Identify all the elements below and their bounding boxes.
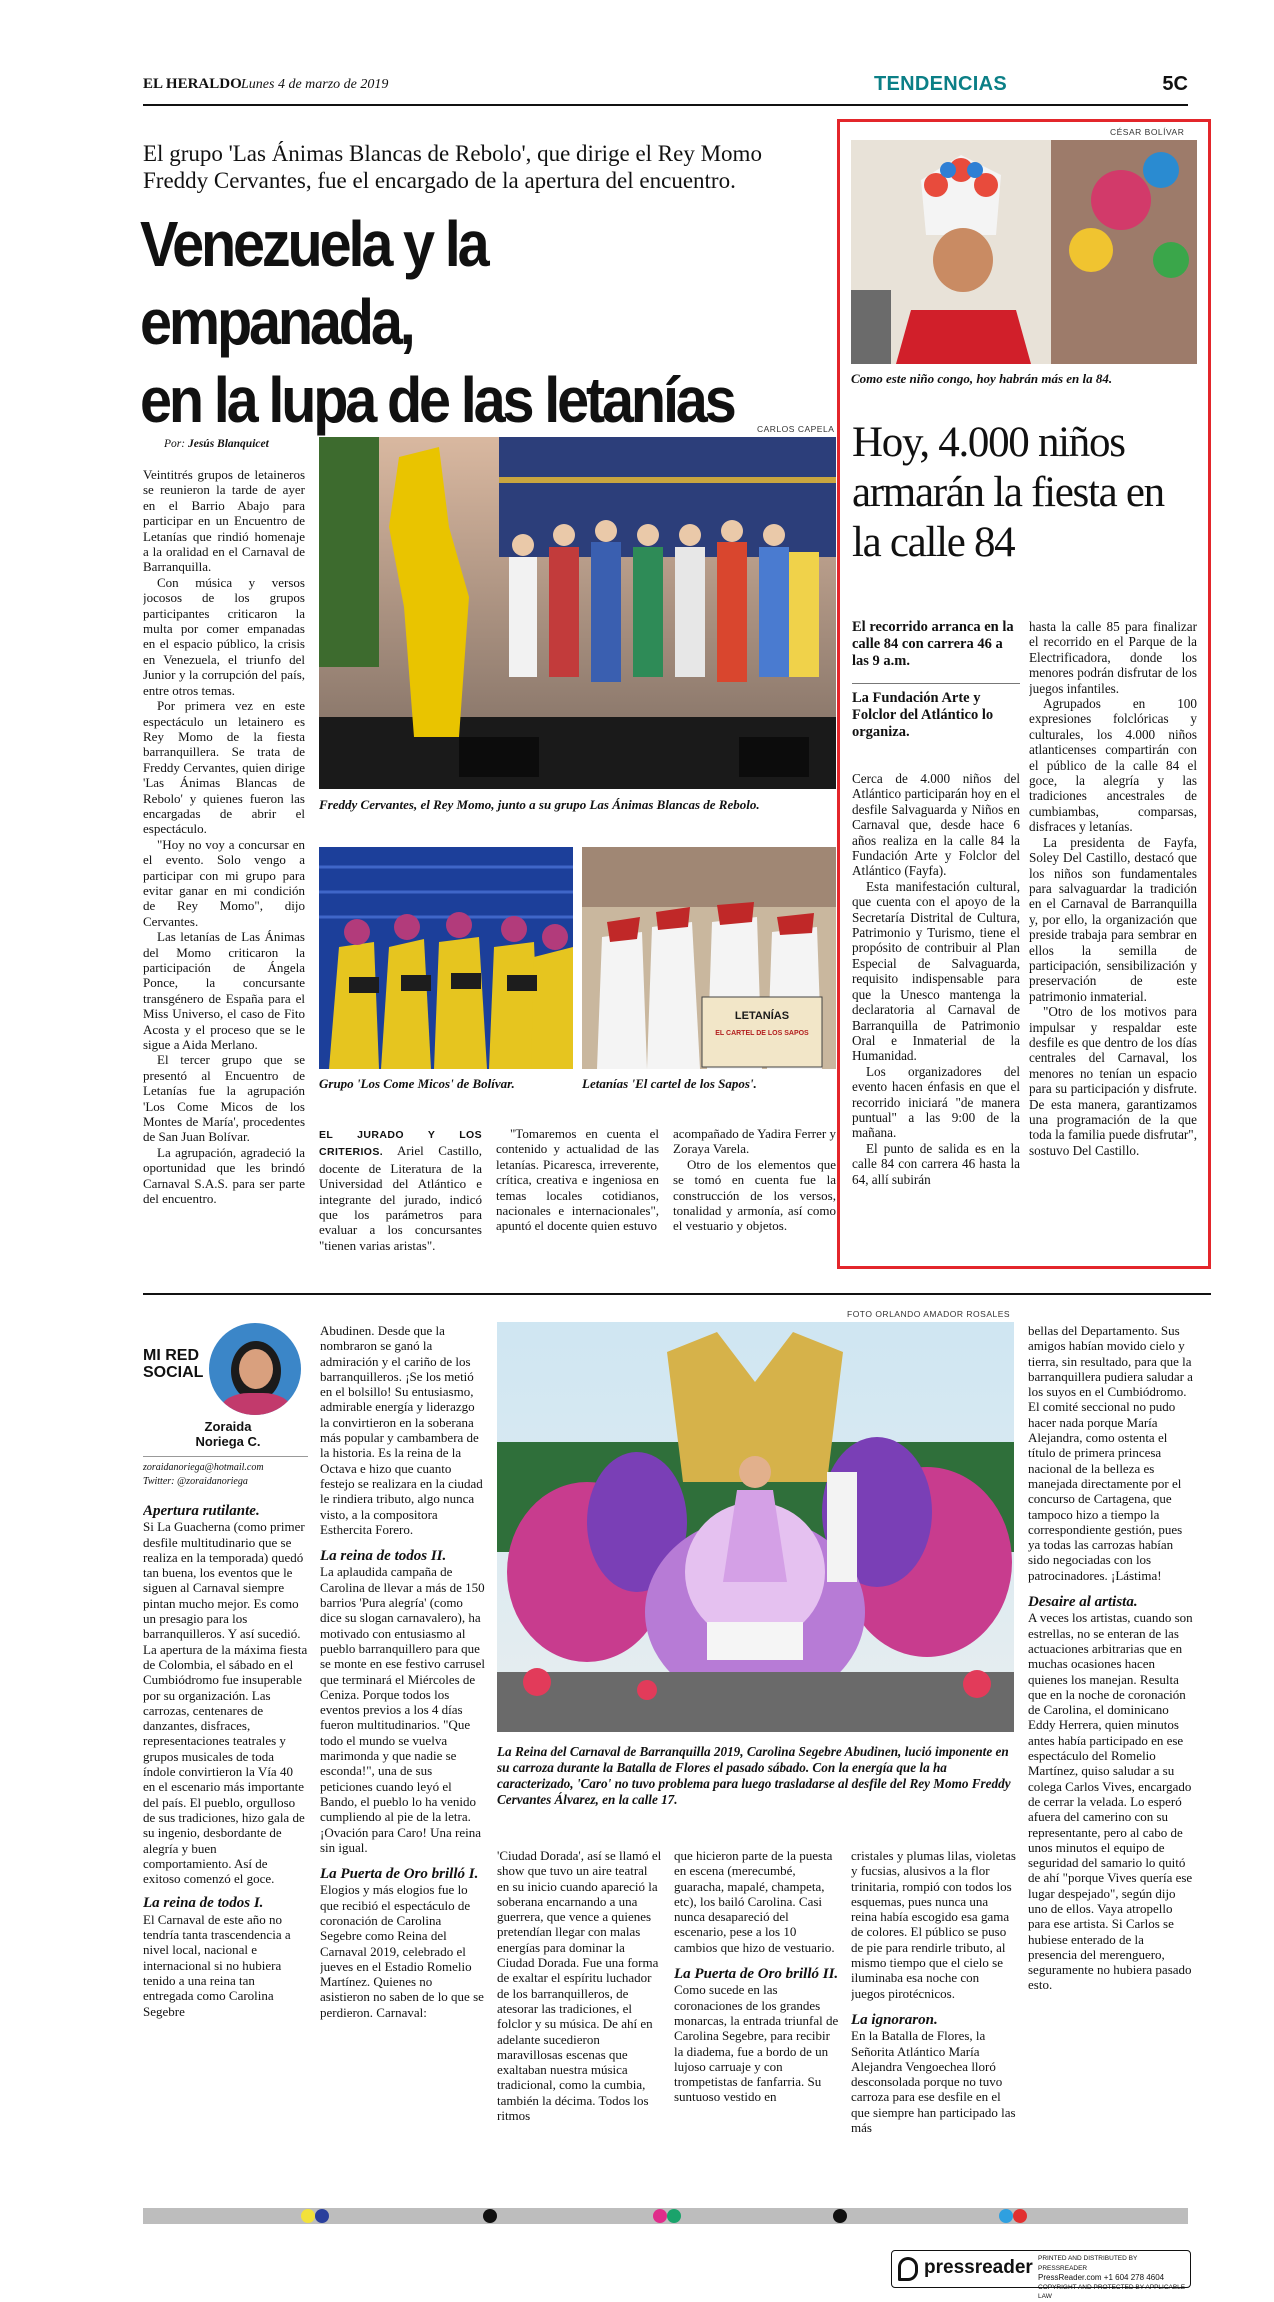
paragraph: La aplaudida campaña de Carolina de llevar a más de 150 barrios 'Pura alegría' (como dice su slogan carnavalero), ha motivado con entusiasmo al pueblo barranquillero para que se monte en ese festivo carrusel que terminará el Miércoles de Ceniza. Porque todos los eventos previos a los 4 días fueron multitudinarios. "Que todo el mundo se vuelva marimonda y que nadie se esconda!", una de sus peticiones cuando leyó el Bando, el pueblo lo ha venido cumpliendo al pie de la letra. ¡Ovación para Caro! Una reina sin igual.	[320, 1564, 485, 1855]
top-column-2	[319, 1126, 482, 1260]
column-name-line-2: SOCIAL	[143, 1364, 204, 1381]
subhead: La reina de todos I.	[143, 1895, 264, 1912]
print-registration-bar	[143, 2208, 1188, 2224]
headline-line-2: en la lupa de las letanías	[140, 364, 734, 436]
bottom-column-3	[497, 1848, 662, 2203]
top-column-4	[673, 1126, 836, 1260]
box-column-b	[1029, 619, 1197, 1263]
pressreader-badge[interactable]	[891, 2250, 1191, 2300]
subhead: La Puerta de Oro brilló I.	[320, 1866, 479, 1883]
paragraph: Con música y versos jocosos de los grupos participantes criticaron la multa por comer empanadas en el espacio público, la crisis en Venezuela, el triunfo del Junior y la corrupción del país, entre otros temas.	[143, 574, 305, 698]
subhead: La Puerta de Oro brilló II.	[674, 1966, 839, 1983]
top-column-3	[496, 1126, 659, 1260]
author-avatar	[209, 1323, 301, 1415]
pressreader-brand: pressreader	[924, 2257, 1033, 2278]
registration-dot	[667, 2209, 681, 2223]
box-photo	[851, 140, 1197, 364]
subhead: Apertura rutilante.	[143, 1503, 260, 1519]
paragraph: Como sucede en las coronaciones de los grandes monarcas, la entrada triunfal de Carolina Segebre, para recibir la diadema, fue a bordo de un lujoso carruaje y con trompetistas de fanfarria. Su suntuoso vestido en	[674, 1982, 839, 2105]
registration-dot	[653, 2209, 667, 2223]
header-rule	[143, 104, 1188, 106]
photo-credit: CARLOS CAPELA	[757, 424, 835, 434]
paragraph: El punto de salida es en la calle 84 con carrera 46 hasta la 64, allí subirán	[852, 1140, 1020, 1187]
paragraph: Otro de los elementos que se tomó en cuenta fue la construcción de los versos, tonalidad y armonía, así como el vestuario y objetos.	[673, 1156, 836, 1234]
headline-line-1: Venezuela y la empanada,	[140, 208, 487, 358]
registration-dot	[999, 2209, 1013, 2223]
bottom-column-6	[1028, 1323, 1193, 2203]
author-name-line-1: Zoraida	[204, 1419, 252, 1434]
paragraph: En la Batalla de Flores, la Señorita Atlántico María Alejandra Vengoechea lloró desconsolada porque no tuvo carroza para ese desfile en el que siempre han participado las más	[851, 2028, 1016, 2136]
byline	[164, 438, 269, 450]
paragraph: Abudinen. Desde que la nombraron se ganó la admiración y el cariño de los barranquilleros. ¡Se los metió en el bolsillo! Su entusiasmo, admirable energía y liderazgo la convirtieron en la soberana más popular y cambambera de la historia. Es la reina de la Octava e hizo que cuanto festejo se realizara en la ciudad le rindiera tributo, algo nunca visto, a la compositora Esthercita Forero.	[320, 1323, 483, 1537]
pressreader-line-2: PressReader.com +1 604 278 4604	[1038, 2273, 1165, 2282]
paragraph: Las letanías de Las Ánimas del Momo criticaron la participación de Ángela Ponce, la concursante transgénero de España para el Miss Universo, el caso de Fito Acosta y el proceso que se le sigue a Aida Merlano.	[143, 929, 305, 1053]
bottom-photo-credit: FOTO ORLANDO AMADOR ROSALES	[847, 1309, 1011, 1319]
box-summary-1: El recorrido arranca en la calle 84 con carrera 46 a las 9 a.m.	[852, 619, 1014, 669]
paragraph: Por primera vez en este espectáculo un letainero es Rey Momo de la fiesta barranquillera. Se trata de Freddy Cervantes, quien dirige 'Las Ánimas Blancas de Rebolo' y quienes fueron las encargadas de abrir el espectáculo.	[143, 698, 305, 837]
pressreader-line-3: COPYRIGHT AND PROTECTED BY APPLICABLE LAW	[1038, 2283, 1186, 2300]
author-name	[143, 1419, 313, 1449]
paragraph: Si La Guacherna (como primer desfile multitudinario que se realiza en la temporada) quedó tan buena, los eventos que le siguen al Carnaval siempre pintan mucho mejor. Es como un presagio para los barranquilleros. Y así sucedió. La apertura de la máxima fiesta de Colombia, el sábado en el Cumbiódromo fue insuperable por su organización. Las carrozas, centenares de danzantes, disfraces, representaciones teatrales y grupos musicales de toda índole convirtieron la Vía 40 en el escenario más importante del país. El pueblo, orgulloso de sus tradiciones, hizo gala de su ingenio, desbordante de alegría y buen comportamiento. Así de exitoso comenzó el goce.	[143, 1519, 308, 1887]
paragraph: El Carnaval de este año no tendría tanta trascendencia a nivel local, nacional e internacional si no hubiera tenido a una reina tan entregada como Carolina Segebre	[143, 1911, 291, 2019]
pressreader-line-1: PRINTED AND DISTRIBUTED BY PRESSREADER	[1038, 2255, 1138, 2272]
pressreader-info	[1038, 2254, 1186, 2302]
headline	[140, 205, 770, 439]
section-divider	[143, 1293, 1211, 1295]
issue-date: Lunes 4 de marzo de 2019	[241, 77, 389, 92]
top-column-1	[143, 467, 305, 1255]
paragraph: Agrupados en 100 expresiones folclóricas y culturales, los 4.000 niños atlanticenses compartirán con el público de la calle 84 el goce, la alegría y las tradiciones ancestrales de cumbiambas, comparsas, disfraces y letanías.	[1029, 696, 1197, 835]
paragraph: Veintitrés grupos de letaineros se reunieron la tarde de ayer en el Barrio Abajo para participar en un Encuentro de Letanías que rindió homenaje a la oralidad en el Carnaval de Barranquilla.	[143, 467, 305, 575]
pressreader-icon	[898, 2257, 918, 2281]
bottom-column-2	[320, 1323, 485, 2203]
paragraph: acompañado de Yadira Ferrer y Zoraya Varela.	[673, 1126, 836, 1157]
subhead: La ignoraron.	[851, 2011, 938, 2028]
column-name-line-1: MI RED	[143, 1347, 199, 1364]
registration-dot	[483, 2209, 497, 2223]
column-name	[143, 1347, 203, 1381]
bottom-column-1	[143, 1500, 308, 2203]
column-logo	[143, 1323, 313, 1453]
paragraph	[319, 1126, 482, 1253]
subhead-jurado: EL JURADO Y LOS CRITERIOS.	[319, 1129, 482, 1159]
bottom-column-5	[851, 1848, 1016, 2203]
paragraph: A veces los artistas, cuando son estrellas, no se enteran de las actuaciones arbitrarias que en muchas ocasiones hacen quienes los manejan. Resulta que en la noche de coronación de Carolina, el dominicano Eddy Herrera, quien minutos antes había participado en ese espectáculo del Romelio Martínez, quiso saludar a su colega Carlos Vives, encargado de cerrar la velada. Lo esperó afuera del camerino con su representante, pero al cabo de unos minutos el equipo de seguridad del samario lo quitó de ahí "porque Vives quería ese lugar despejado", según dijo uno de ellos. Vaya atropello para ese artista. Si Carlos se hubiese enterado de la presencia del merenguero, seguramente no hubiera pasado esto.	[1028, 1610, 1193, 1993]
paragraph: El tercer grupo que se presentó al Encuentro de Letanías fue la agrupación 'Los Come Micos de los Montes de María', procedentes de San Juan Bolívar.	[143, 1052, 305, 1145]
paragraph: bellas del Departamento. Sus amigos habían movido cielo y tierra, sin resultado, para que la barranquillera pudiera saludar a los suyos en el Cumbiódromo. El comité seccional no pudo hacer nada porque María Alejandra, como ostenta el título de primera princesa nacional de la belleza es manejada directamente por el concurso de Cartagena, que tampoco hizo a tiempo la correspondiente gestión, pues ya todas las carrozas habían sido negociadas con los patrocinadores. ¡Lástima!	[1028, 1323, 1193, 1583]
sign-title: LETANÍAS	[734, 1010, 790, 1022]
subhead: Desaire al artista.	[1028, 1594, 1138, 1611]
paragraph: "Otro de los motivos para impulsar y respaldar este desfile es que dentro de los días centrales del Carnaval, los menores no tenían un espacio para su participación y disfrute. De esta manera, garantizamos una programación de la que toda la familia puede disfrutar", sostuvo Del Castillo.	[1029, 1004, 1197, 1158]
photo-come-micos	[319, 847, 573, 1069]
photo-cartel-sapos	[582, 847, 836, 1069]
subhead: La reina de todos II.	[320, 1548, 447, 1565]
box-summary-2: La Fundación Arte y Folclor del Atlántico lo organiza.	[852, 690, 994, 740]
byline-name: Jesús Blanquicet	[187, 438, 269, 450]
paragraph: 'Ciudad Dorada', así se llamó el show que tuvo un aire teatral en su inicio cuando apareció la soberana encarnando a una guerrera, que vence a quienes pretendían llegar con malas energías para dominar la Ciudad Dorada. Fue una forma de exaltar el espíritu luchador de los barranquilleros, de atesorar las tradiciones, el folclor y su música. De ahí en adelante sucedieron maravillosas escenas que exaltaban nuestra música tradicional, como la cumbia, también la décima. Todos los ritmos	[497, 1848, 662, 2124]
page-number: 5C	[1162, 73, 1188, 95]
bottom-column-4	[674, 1848, 839, 2203]
box-headline: Hoy, 4.000 niños armarán la fiesta en la calle 84	[852, 419, 1164, 566]
author-rule	[143, 1456, 308, 1457]
section-name: TENDENCIAS	[874, 73, 1008, 95]
main-photo-caption: Freddy Cervantes, el Rey Momo, junto a su grupo Las Ánimas Blancas de Rebolo.	[319, 797, 760, 812]
registration-dot	[315, 2209, 329, 2223]
queen-photo-caption: La Reina del Carnaval de Barranquilla 2019, Carolina Segebre Abudinen, lució imponente en su carroza durante la Batalla de Flores el pasado sábado. Con la energía que la ha caracterizado, 'Caro' no tuvo problema para luego trasladarse al desfile del Rey Momo Freddy Cervantes Álvarez, en la calle 17.	[497, 1744, 1011, 1807]
box-photo-caption: Como este niño congo, hoy habrán más en la 84.	[851, 371, 1113, 386]
summary-divider	[852, 683, 1020, 684]
paragraph: que hicieron parte de la puesta en escena (merecumbé, guaracha, mapalé, champeta, etc), los bailó Carolina. Casi nunca desapareció del escenario, pese a los 10 cambios que hizo de vestuario.	[674, 1848, 835, 1955]
paragraph: hasta la calle 85 para finalizar el recorrido en el Parque de la Electrificadora, donde los menores podrán disfrutar de los juegos infantiles.	[1029, 619, 1197, 696]
photo-cartel-sapos-caption: Letanías 'El cartel de los Sapos'.	[582, 1076, 757, 1091]
queen-photo	[497, 1322, 1014, 1732]
registration-dot	[833, 2209, 847, 2223]
box-column-a	[852, 771, 1020, 1263]
paragraph: Los organizadores del evento hacen énfasis en que el recorrido iniciará "de manera puntual" a las 9:00 de la mañana.	[852, 1063, 1020, 1141]
paragraph: "Hoy no voy a concursar en el evento. Solo vengo a participar con mi grupo para evitar ganar en mi condición de Rey Momo", dijo Cervantes.	[143, 836, 305, 929]
page-header	[143, 73, 1188, 100]
paragraph: Cerca de 4.000 niños del Atlántico participarán hoy en el desfile Salvaguarda y Niños en Carnaval que, desde hace 6 años realiza en la calle 84 la Fundación Arte y Folclor del Atlántico (Fayfa).	[852, 771, 1020, 879]
paragraph-text: Ariel Castillo, docente de Literatura de la Universidad del Atlántico e integrante del jurado, indicó que los parámetros para evaluar a los concursantes "tienen varias aristas".	[319, 1143, 482, 1253]
paragraph: "Tomaremos en cuenta el contenido y actualidad de las letanías. Picaresca, irreverente, crítica, creativa e ingeniosa en temas locales cotidianos, nacionales e internacionales", apuntó el docente quien estuvo	[496, 1126, 659, 1234]
paragraph: La presidenta de Fayfa, Soley Del Castillo, destacó que los niños son fundamentales para salvaguardar la tradición en el Carnaval de Barranquilla y, por ello, la organización que preside trabaja para sembrar en ellos la semilla de participación, sensibilización y preservación de este patrimonio inmaterial.	[1029, 834, 1197, 1004]
photo-come-micos-caption: Grupo 'Los Come Micos' de Bolívar.	[319, 1076, 515, 1091]
main-photo	[319, 437, 836, 789]
paragraph: Elogios y más elogios fue lo que recibió el espectáculo de coronación de Carolina Segebre como Reina del Carnaval 2019, celebrado el jueves en el Estadio Romelio Martínez. Quienes no asistieron no saben de lo que se perdieron. Carnaval:	[320, 1882, 484, 2020]
paper-name: EL HERALDO	[143, 76, 242, 92]
author-email: zoraidanoriega@hotmail.com	[143, 1462, 264, 1473]
kicker: El grupo 'Las Ánimas Blancas de Rebolo', que dirige el Rey Momo Freddy Cervantes, fue el encargado de la apertura del encuentro.	[143, 141, 762, 193]
author-twitter: Twitter: @zoraidanoriega	[143, 1476, 248, 1487]
registration-dot	[301, 2209, 315, 2223]
byline-prefix: Por:	[164, 438, 186, 450]
box-photo-credit: CÉSAR BOLÍVAR	[1110, 127, 1185, 137]
author-name-line-2: Noriega C.	[195, 1434, 261, 1449]
paragraph: La agrupación, agradeció la oportunidad que les brindó Carnaval S.A.S. para ser parte del encuentro.	[143, 1144, 305, 1207]
registration-dot	[1013, 2209, 1027, 2223]
paragraph: Esta manifestación cultural, que cuenta con el apoyo de la Secretaría Distrital de Cultura, Patrimonio y Turismo, tiene el propósito de contribuir al Plan Especial de Salvaguarda, requisito indispensable para que la Unesco mantenga la declaratoria al Carnaval de Barranquilla de Patrimonio Oral e Inmaterial de la Humanidad.	[852, 878, 1020, 1064]
paragraph: cristales y plumas lilas, violetas y fucsias, alusivos a la flor trinitaria, rompió con todos los esquemas, pues nunca una reina había escogido esa gama de colores. El público se puso de pie para rendirle tributo, al mismo tiempo que el cielo se iluminaba esa noche con juegos pirotécnicos.	[851, 1848, 1016, 2001]
sign-subtitle: EL CARTEL DE LOS SAPOS	[715, 1030, 809, 1037]
